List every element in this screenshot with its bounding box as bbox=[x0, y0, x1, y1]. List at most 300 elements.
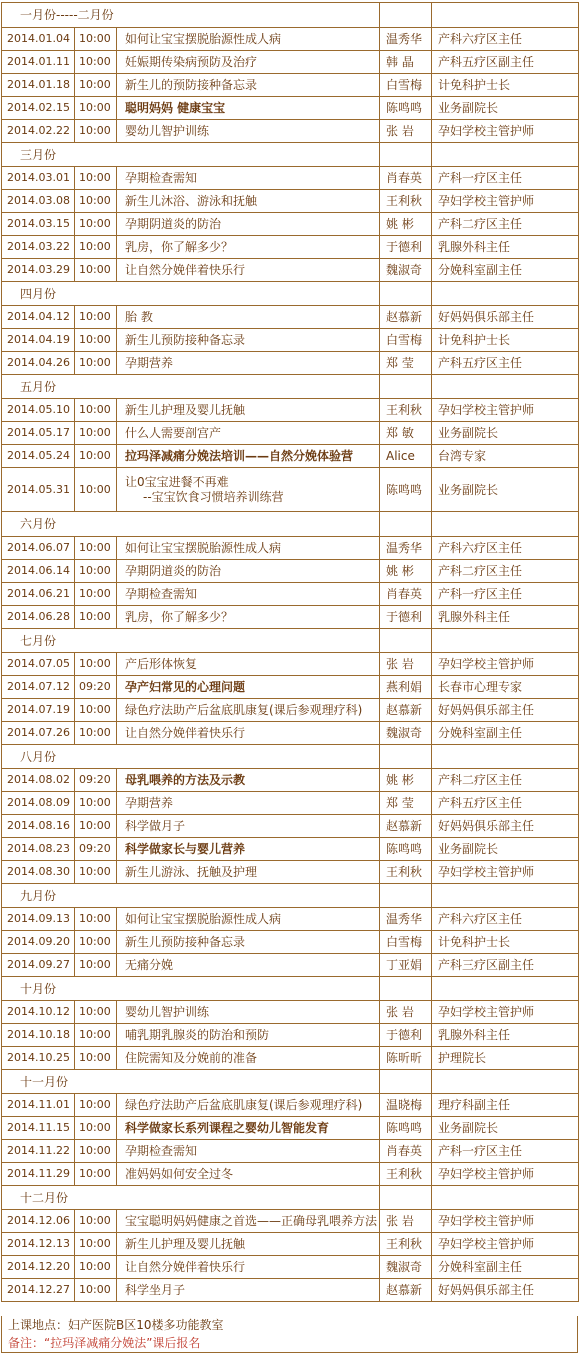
table-row bbox=[2, 306, 579, 329]
time-cell: 10:00 bbox=[75, 468, 117, 512]
date-cell: 2014.12.06 bbox=[2, 1210, 75, 1233]
title-cell: 护理院长 bbox=[432, 1047, 579, 1070]
table-row bbox=[2, 74, 579, 97]
table-row bbox=[2, 908, 579, 931]
date-cell: 2014.05.31 bbox=[2, 468, 75, 512]
month-label: 八月份 bbox=[2, 745, 380, 769]
month-label: 十月份 bbox=[2, 977, 380, 1001]
table-row bbox=[2, 861, 579, 884]
date-cell: 2014.11.22 bbox=[2, 1140, 75, 1163]
date-cell: 2014.06.28 bbox=[2, 606, 75, 629]
empty-cell bbox=[432, 884, 579, 908]
speaker-cell: 姚 彬 bbox=[380, 769, 432, 792]
date-cell: 2014.09.20 bbox=[2, 931, 75, 954]
empty-cell bbox=[380, 282, 432, 306]
class-location: 上课地点：妇产医院B区10楼多功能教室 bbox=[8, 1318, 224, 1332]
date-cell: 2014.10.25 bbox=[2, 1047, 75, 1070]
topic-subline: --宝宝饮食习惯培养训练营 bbox=[143, 489, 284, 504]
title-cell: 好妈妈俱乐部主任 bbox=[432, 306, 579, 329]
speaker-cell: 王利秋 bbox=[380, 399, 432, 422]
month-header-row bbox=[2, 3, 579, 28]
time-cell: 10:00 bbox=[75, 329, 117, 352]
date-cell: 2014.07.19 bbox=[2, 699, 75, 722]
table-row bbox=[2, 838, 579, 861]
time-cell: 10:00 bbox=[75, 120, 117, 143]
date-cell: 2014.12.20 bbox=[2, 1256, 75, 1279]
date-cell: 2014.06.07 bbox=[2, 537, 75, 560]
speaker-cell: 姚 彬 bbox=[380, 213, 432, 236]
title-cell: 计免科护士长 bbox=[432, 931, 579, 954]
date-cell: 2014.12.27 bbox=[2, 1279, 75, 1302]
empty-cell bbox=[432, 282, 579, 306]
time-cell: 10:00 bbox=[75, 1094, 117, 1117]
table-row bbox=[2, 1047, 579, 1070]
date-cell: 2014.11.29 bbox=[2, 1163, 75, 1186]
date-cell: 2014.02.15 bbox=[2, 97, 75, 120]
date-cell: 2014.01.11 bbox=[2, 51, 75, 74]
date-cell: 2014.04.19 bbox=[2, 329, 75, 352]
topic-cell: 拉玛泽减痛分娩法培训——自然分娩体验营 bbox=[117, 445, 380, 468]
table-row bbox=[2, 329, 579, 352]
time-cell: 10:00 bbox=[75, 954, 117, 977]
title-cell: 产科五疗区副主任 bbox=[432, 51, 579, 74]
title-cell: 产科五疗区主任 bbox=[432, 352, 579, 375]
topic-cell: 新生儿游泳、抚触及护理 bbox=[117, 861, 380, 884]
title-cell: 产科二疗区主任 bbox=[432, 769, 579, 792]
title-cell: 孕妇学校主管护师 bbox=[432, 120, 579, 143]
date-cell: 2014.08.09 bbox=[2, 792, 75, 815]
title-cell: 孕妇学校主管护师 bbox=[432, 1163, 579, 1186]
schedule-table bbox=[1, 2, 579, 1302]
topic-cell: 乳房，你了解多少？ bbox=[117, 606, 380, 629]
speaker-cell: 肖春英 bbox=[380, 1140, 432, 1163]
topic-cell: 乳房，你了解多少？ bbox=[117, 236, 380, 259]
table-row bbox=[2, 352, 579, 375]
title-cell: 产科三疗区副主任 bbox=[432, 954, 579, 977]
date-cell: 2014.06.14 bbox=[2, 560, 75, 583]
table-row bbox=[2, 1001, 579, 1024]
title-cell: 乳腺外科主任 bbox=[432, 236, 579, 259]
time-cell: 09:20 bbox=[75, 676, 117, 699]
empty-cell bbox=[380, 512, 432, 537]
speaker-cell: 陈鸣鸣 bbox=[380, 97, 432, 120]
topic-cell: 科学坐月子 bbox=[117, 1279, 380, 1302]
speaker-cell: 温秀华 bbox=[380, 28, 432, 51]
time-cell: 10:00 bbox=[75, 722, 117, 745]
topic-cell: 孕期阴道炎的防治 bbox=[117, 213, 380, 236]
title-cell: 孕妇学校主管护师 bbox=[432, 190, 579, 213]
title-cell: 长春市心理专家 bbox=[432, 676, 579, 699]
title-cell: 业务副院长 bbox=[432, 468, 579, 512]
topic-cell: 如何让宝宝摆脱胎源性成人病 bbox=[117, 28, 380, 51]
date-cell: 2014.08.02 bbox=[2, 769, 75, 792]
title-cell: 计免科护士长 bbox=[432, 329, 579, 352]
title-cell: 分娩科室副主任 bbox=[432, 1256, 579, 1279]
time-cell: 10:00 bbox=[75, 74, 117, 97]
time-cell: 10:00 bbox=[75, 352, 117, 375]
topic-cell: 如何让宝宝摆脱胎源性成人病 bbox=[117, 908, 380, 931]
time-cell: 10:00 bbox=[75, 399, 117, 422]
time-cell: 10:00 bbox=[75, 1117, 117, 1140]
empty-cell bbox=[432, 745, 579, 769]
date-cell: 2014.11.01 bbox=[2, 1094, 75, 1117]
table-row bbox=[2, 583, 579, 606]
speaker-cell: 于德利 bbox=[380, 236, 432, 259]
topic-cell: 准妈妈如何安全过冬 bbox=[117, 1163, 380, 1186]
table-row bbox=[2, 1117, 579, 1140]
date-cell: 2014.04.12 bbox=[2, 306, 75, 329]
time-cell: 10:00 bbox=[75, 537, 117, 560]
month-label: 九月份 bbox=[2, 884, 380, 908]
speaker-cell: 张 岩 bbox=[380, 1210, 432, 1233]
speaker-cell: 陈鸣鸣 bbox=[380, 838, 432, 861]
month-header-row bbox=[2, 884, 579, 908]
speaker-cell: 丁亚娟 bbox=[380, 954, 432, 977]
topic-cell: 母乳喂养的方法及示教 bbox=[117, 769, 380, 792]
time-cell: 10:00 bbox=[75, 653, 117, 676]
speaker-cell: 魏淑奇 bbox=[380, 1256, 432, 1279]
date-cell: 2014.10.12 bbox=[2, 1001, 75, 1024]
date-cell: 2014.05.24 bbox=[2, 445, 75, 468]
table-row bbox=[2, 422, 579, 445]
date-cell: 2014.07.26 bbox=[2, 722, 75, 745]
title-cell: 产科五疗区主任 bbox=[432, 792, 579, 815]
empty-cell bbox=[380, 375, 432, 399]
date-cell: 2014.08.16 bbox=[2, 815, 75, 838]
title-cell: 台湾专家 bbox=[432, 445, 579, 468]
table-row bbox=[2, 259, 579, 282]
speaker-cell: 白雪梅 bbox=[380, 931, 432, 954]
time-cell: 10:00 bbox=[75, 815, 117, 838]
topic-cell: 新生儿护理及婴儿抚触 bbox=[117, 399, 380, 422]
title-cell: 产科六疗区主任 bbox=[432, 537, 579, 560]
table-row bbox=[2, 931, 579, 954]
speaker-cell: 王利秋 bbox=[380, 1233, 432, 1256]
month-header-row bbox=[2, 1070, 579, 1094]
date-cell: 2014.10.18 bbox=[2, 1024, 75, 1047]
topic-cell: 聪明妈妈 健康宝宝 bbox=[117, 97, 380, 120]
table-row bbox=[2, 468, 579, 512]
title-cell: 计免科护士长 bbox=[432, 74, 579, 97]
speaker-cell: 白雪梅 bbox=[380, 74, 432, 97]
title-cell: 好妈妈俱乐部主任 bbox=[432, 1279, 579, 1302]
topic-cell bbox=[117, 468, 380, 512]
table-row bbox=[2, 676, 579, 699]
date-cell: 2014.07.05 bbox=[2, 653, 75, 676]
table-row bbox=[2, 51, 579, 74]
speaker-cell: 张 岩 bbox=[380, 1001, 432, 1024]
topic-cell: 妊娠期传染病预防及治疗 bbox=[117, 51, 380, 74]
empty-cell bbox=[380, 1186, 432, 1210]
speaker-cell: 温晓梅 bbox=[380, 1094, 432, 1117]
date-cell: 2014.11.15 bbox=[2, 1117, 75, 1140]
empty-cell bbox=[380, 745, 432, 769]
month-label: 一月份-----二月份 bbox=[2, 3, 380, 28]
topic-cell: 新生儿的预防接种备忘录 bbox=[117, 74, 380, 97]
month-label: 三月份 bbox=[2, 143, 380, 167]
topic-cell: 科学做家长与婴儿营养 bbox=[117, 838, 380, 861]
table-row bbox=[2, 606, 579, 629]
title-cell: 理疗科副主任 bbox=[432, 1094, 579, 1117]
speaker-cell: 赵慕新 bbox=[380, 306, 432, 329]
empty-cell bbox=[380, 143, 432, 167]
title-cell: 孕妇学校主管护师 bbox=[432, 1210, 579, 1233]
date-cell: 2014.03.08 bbox=[2, 190, 75, 213]
date-cell: 2014.07.12 bbox=[2, 676, 75, 699]
topic-cell: 婴幼儿智护训练 bbox=[117, 1001, 380, 1024]
table-row bbox=[2, 792, 579, 815]
speaker-cell: 姚 彬 bbox=[380, 560, 432, 583]
title-cell: 业务副院长 bbox=[432, 838, 579, 861]
time-cell: 10:00 bbox=[75, 560, 117, 583]
topic-cell: 科学做家长系列课程之婴幼儿智能发育 bbox=[117, 1117, 380, 1140]
table-row bbox=[2, 167, 579, 190]
speaker-cell: Alice bbox=[380, 445, 432, 468]
time-cell: 10:00 bbox=[75, 167, 117, 190]
speaker-cell: 郑 敏 bbox=[380, 422, 432, 445]
date-cell: 2014.06.21 bbox=[2, 583, 75, 606]
topic-cell: 让自然分娩伴着快乐行 bbox=[117, 259, 380, 282]
time-cell: 10:00 bbox=[75, 190, 117, 213]
topic-cell: 新生儿沐浴、游泳和抚触 bbox=[117, 190, 380, 213]
date-cell: 2014.03.29 bbox=[2, 259, 75, 282]
topic-cell: 孕期检查需知 bbox=[117, 167, 380, 190]
topic-cell: 什么人需要剖宫产 bbox=[117, 422, 380, 445]
speaker-cell: 郑 莹 bbox=[380, 352, 432, 375]
empty-cell bbox=[380, 1070, 432, 1094]
topic-cell: 让自然分娩伴着快乐行 bbox=[117, 1256, 380, 1279]
month-label: 六月份 bbox=[2, 512, 380, 537]
topic-cell: 新生儿预防接种备忘录 bbox=[117, 931, 380, 954]
topic-cell: 孕期阴道炎的防治 bbox=[117, 560, 380, 583]
time-cell: 10:00 bbox=[75, 931, 117, 954]
time-cell: 10:00 bbox=[75, 1140, 117, 1163]
title-cell: 分娩科室副主任 bbox=[432, 722, 579, 745]
empty-cell bbox=[432, 3, 579, 28]
topic-cell: 宝宝聪明妈妈健康之首选——正确母乳喂养方法 bbox=[117, 1210, 380, 1233]
title-cell: 孕妇学校主管护师 bbox=[432, 1001, 579, 1024]
title-cell: 好妈妈俱乐部主任 bbox=[432, 815, 579, 838]
title-cell: 业务副院长 bbox=[432, 97, 579, 120]
time-cell: 10:00 bbox=[75, 1279, 117, 1302]
topic-cell: 产后形体恢复 bbox=[117, 653, 380, 676]
time-cell: 10:00 bbox=[75, 259, 117, 282]
time-cell: 10:00 bbox=[75, 1047, 117, 1070]
speaker-cell: 魏淑奇 bbox=[380, 722, 432, 745]
title-cell: 孕妇学校主管护师 bbox=[432, 653, 579, 676]
table-row bbox=[2, 1210, 579, 1233]
speaker-cell: 白雪梅 bbox=[380, 329, 432, 352]
title-cell: 业务副院长 bbox=[432, 422, 579, 445]
speaker-cell: 于德利 bbox=[380, 1024, 432, 1047]
date-cell: 2014.05.10 bbox=[2, 399, 75, 422]
topic-cell: 绿色疗法助产后盆底肌康复(课后参观理疗科) bbox=[117, 699, 380, 722]
title-cell: 产科一疗区主任 bbox=[432, 1140, 579, 1163]
time-cell: 09:20 bbox=[75, 769, 117, 792]
date-cell: 2014.03.01 bbox=[2, 167, 75, 190]
date-cell: 2014.09.13 bbox=[2, 908, 75, 931]
month-header-row bbox=[2, 977, 579, 1001]
topic-cell: 孕期检查需知 bbox=[117, 583, 380, 606]
time-cell: 10:00 bbox=[75, 1256, 117, 1279]
date-cell: 2014.03.22 bbox=[2, 236, 75, 259]
table-row bbox=[2, 1256, 579, 1279]
month-header-row bbox=[2, 629, 579, 653]
table-row bbox=[2, 769, 579, 792]
month-header-row bbox=[2, 282, 579, 306]
topic-cell: 如何让宝宝摆脱胎源性成人病 bbox=[117, 537, 380, 560]
speaker-cell: 肖春英 bbox=[380, 167, 432, 190]
topic-cell: 新生儿预防接种备忘录 bbox=[117, 329, 380, 352]
empty-cell bbox=[432, 143, 579, 167]
title-cell: 产科六疗区主任 bbox=[432, 28, 579, 51]
time-cell: 10:00 bbox=[75, 306, 117, 329]
registration-note: 备注：“拉玛泽减痛分娩法”课后报名 bbox=[8, 1336, 201, 1350]
month-header-row bbox=[2, 1186, 579, 1210]
speaker-cell: 赵慕新 bbox=[380, 699, 432, 722]
time-cell: 10:00 bbox=[75, 1001, 117, 1024]
topic-cell: 孕期检查需知 bbox=[117, 1140, 380, 1163]
title-cell: 孕妇学校主管护师 bbox=[432, 861, 579, 884]
time-cell: 10:00 bbox=[75, 1233, 117, 1256]
topic-cell: 婴幼儿智护训练 bbox=[117, 120, 380, 143]
speaker-cell: 肖春英 bbox=[380, 583, 432, 606]
empty-cell bbox=[432, 629, 579, 653]
empty-cell bbox=[380, 884, 432, 908]
date-cell: 2014.02.22 bbox=[2, 120, 75, 143]
date-cell: 2014.05.17 bbox=[2, 422, 75, 445]
date-cell: 2014.08.30 bbox=[2, 861, 75, 884]
time-cell: 10:00 bbox=[75, 1163, 117, 1186]
title-cell: 孕妇学校主管护师 bbox=[432, 1233, 579, 1256]
time-cell: 10:00 bbox=[75, 699, 117, 722]
table-row bbox=[2, 560, 579, 583]
table-row bbox=[2, 97, 579, 120]
month-header-row bbox=[2, 512, 579, 537]
table-row bbox=[2, 815, 579, 838]
speaker-cell: 于德利 bbox=[380, 606, 432, 629]
topic-cell: 新生儿护理及婴儿抚触 bbox=[117, 1233, 380, 1256]
time-cell: 10:00 bbox=[75, 213, 117, 236]
time-cell: 10:00 bbox=[75, 51, 117, 74]
month-label: 五月份 bbox=[2, 375, 380, 399]
speaker-cell: 魏淑奇 bbox=[380, 259, 432, 282]
time-cell: 10:00 bbox=[75, 97, 117, 120]
table-row bbox=[2, 28, 579, 51]
time-cell: 10:00 bbox=[75, 908, 117, 931]
title-cell: 孕妇学校主管护师 bbox=[432, 399, 579, 422]
topic-cell: 住院需知及分娩前的准备 bbox=[117, 1047, 380, 1070]
title-cell: 产科二疗区主任 bbox=[432, 213, 579, 236]
empty-cell bbox=[432, 1070, 579, 1094]
table-row bbox=[2, 445, 579, 468]
empty-cell bbox=[432, 375, 579, 399]
empty-cell bbox=[432, 977, 579, 1001]
topic-cell: 孕期营养 bbox=[117, 352, 380, 375]
table-row bbox=[2, 653, 579, 676]
table-row bbox=[2, 236, 579, 259]
speaker-cell: 王利秋 bbox=[380, 1163, 432, 1186]
topic-cell: 胎 教 bbox=[117, 306, 380, 329]
topic-cell: 科学做月子 bbox=[117, 815, 380, 838]
footer bbox=[1, 1316, 578, 1353]
time-cell: 10:00 bbox=[75, 606, 117, 629]
month-label: 十二月份 bbox=[2, 1186, 380, 1210]
date-cell: 2014.12.13 bbox=[2, 1233, 75, 1256]
topic-line: 让0宝宝进餐不再难 bbox=[125, 474, 229, 489]
time-cell: 10:00 bbox=[75, 1210, 117, 1233]
table-row bbox=[2, 537, 579, 560]
title-cell: 乳腺外科主任 bbox=[432, 606, 579, 629]
title-cell: 乳腺外科主任 bbox=[432, 1024, 579, 1047]
topic-cell: 无痛分娩 bbox=[117, 954, 380, 977]
date-cell: 2014.03.15 bbox=[2, 213, 75, 236]
title-cell: 产科二疗区主任 bbox=[432, 560, 579, 583]
title-cell: 好妈妈俱乐部主任 bbox=[432, 699, 579, 722]
table-row bbox=[2, 699, 579, 722]
title-cell: 产科一疗区主任 bbox=[432, 167, 579, 190]
topic-cell: 绿色疗法助产后盆底肌康复(课后参观理疗科) bbox=[117, 1094, 380, 1117]
topic-cell: 孕产妇常见的心理问题 bbox=[117, 676, 380, 699]
time-cell: 10:00 bbox=[75, 792, 117, 815]
date-cell: 2014.04.26 bbox=[2, 352, 75, 375]
speaker-cell: 王利秋 bbox=[380, 861, 432, 884]
time-cell: 10:00 bbox=[75, 445, 117, 468]
title-cell: 产科六疗区主任 bbox=[432, 908, 579, 931]
time-cell: 10:00 bbox=[75, 422, 117, 445]
table-row bbox=[2, 1233, 579, 1256]
topic-cell: 哺乳期乳腺炎的防治和预防 bbox=[117, 1024, 380, 1047]
speaker-cell: 陈昕昕 bbox=[380, 1047, 432, 1070]
title-cell: 产科一疗区主任 bbox=[432, 583, 579, 606]
table-row bbox=[2, 213, 579, 236]
time-cell: 10:00 bbox=[75, 236, 117, 259]
table-row bbox=[2, 722, 579, 745]
empty-cell bbox=[432, 1186, 579, 1210]
title-cell: 分娩科室副主任 bbox=[432, 259, 579, 282]
empty-cell bbox=[380, 629, 432, 653]
date-cell: 2014.08.23 bbox=[2, 838, 75, 861]
table-row bbox=[2, 1163, 579, 1186]
month-label: 七月份 bbox=[2, 629, 380, 653]
title-cell: 业务副院长 bbox=[432, 1117, 579, 1140]
speaker-cell: 韩 晶 bbox=[380, 51, 432, 74]
table-row bbox=[2, 120, 579, 143]
date-cell: 2014.09.27 bbox=[2, 954, 75, 977]
time-cell: 09:20 bbox=[75, 838, 117, 861]
month-header-row bbox=[2, 143, 579, 167]
speaker-cell: 陈鸣鸣 bbox=[380, 1117, 432, 1140]
table-row bbox=[2, 1140, 579, 1163]
speaker-cell: 温秀华 bbox=[380, 908, 432, 931]
table-row bbox=[2, 1094, 579, 1117]
empty-cell bbox=[432, 512, 579, 537]
month-label: 四月份 bbox=[2, 282, 380, 306]
time-cell: 10:00 bbox=[75, 28, 117, 51]
speaker-cell: 陈鸣鸣 bbox=[380, 468, 432, 512]
time-cell: 10:00 bbox=[75, 861, 117, 884]
date-cell: 2014.01.18 bbox=[2, 74, 75, 97]
table-row bbox=[2, 1279, 579, 1302]
speaker-cell: 郑 莹 bbox=[380, 792, 432, 815]
topic-cell: 让自然分娩伴着快乐行 bbox=[117, 722, 380, 745]
table-row bbox=[2, 190, 579, 213]
speaker-cell: 王利秋 bbox=[380, 190, 432, 213]
month-label: 十一月份 bbox=[2, 1070, 380, 1094]
speaker-cell: 张 岩 bbox=[380, 120, 432, 143]
speaker-cell: 张 岩 bbox=[380, 653, 432, 676]
speaker-cell: 燕利娟 bbox=[380, 676, 432, 699]
